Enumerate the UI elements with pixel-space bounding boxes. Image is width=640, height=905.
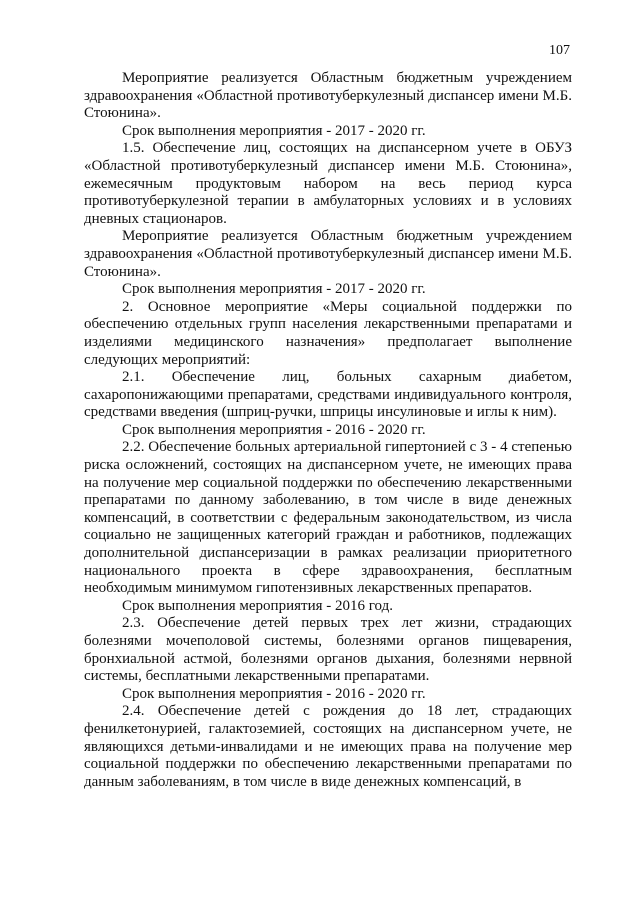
paragraph-5: Срок выполнения мероприятия - 2017 - 2020 гг.: [122, 281, 426, 298]
paragraph-6: 2. Основное мероприятие «Меры социальной поддержки по обеспечению отдельных групп населения лекарственными препаратами и изделиями медицинского назначения» предполагает выполнение следующих мероприятий:: [84, 298, 572, 368]
paragraph-3: 1.5. Обеспечение лиц, состоящих на диспансерном учете в ОБУЗ «Областной противотуберкулезный диспансер имени М.Б. Стоюнина», ежемесячным продуктовым набором на весь период курса противотуберкулезной терапии в амбулаторных условиях и в условиях дневных стационаров.: [84, 140, 572, 227]
paragraph-10: Срок выполнения мероприятия - 2016 год.: [122, 597, 393, 614]
paragraph-2: Срок выполнения мероприятия - 2017 - 2020 гг.: [122, 122, 426, 139]
paragraph-8: Срок выполнения мероприятия - 2016 - 2020 гг.: [122, 421, 426, 438]
document-body: [84, 70, 572, 791]
paragraph-9: 2.2. Обеспечение больных артериальной гипертонией с 3 - 4 степенью риска осложнений, состоящих на диспансерном учете, не имеющих права на получение мер социальной поддержки по обеспечению лекарственными препаратами по данному заболеванию, в том числе в виде денежных компенсаций, в соответствии с федеральным законодательством, из числа социально не защищенных категорий граждан и работников, подлежащих дополнительной диспансеризации в рамках реализации приоритетного национального проекта в сфере здравоохранения, бесплатным необходимым минимумом гипотензивных лекарственных препаратов.: [84, 439, 572, 597]
paragraph-13: 2.4. Обеспечение детей с рождения до 18 лет, страдающих фенилкетонурией, галактоземией, состоящих на диспансерном учете, не являющихся детьми-инвалидами и не имеющих права на получение мер социальной поддержки по обеспечению лекарственными препаратами по данным заболеваниям, в том числе в виде денежных компенсаций, в: [84, 703, 572, 790]
paragraph-12: Срок выполнения мероприятия - 2016 - 2020 гг.: [122, 685, 426, 702]
paragraph-11: 2.3. Обеспечение детей первых трех лет жизни, страдающих болезнями мочеполовой системы, болезнями органов пищеварения, бронхиальной астмой, болезнями органов дыхания, болезнями нервной системы, бесплатными лекарственными препаратами.: [84, 615, 572, 685]
paragraph-4: Мероприятие реализуется Областным бюджетным учреждением здравоохранения «Областной противотуберкулезный диспансер имени М.Б. Стоюнина».: [84, 228, 572, 280]
paragraph-7: 2.1. Обеспечение лиц, больных сахарным диабетом, сахаропонижающими препаратами, средствами индивидуального контроля, средствами введения (шприц-ручки, шприцы инсулиновые и иглы к ним).: [84, 369, 572, 421]
paragraph-1: Мероприятие реализуется Областным бюджетным учреждением здравоохранения «Областной противотуберкулезный диспансер имени М.Б. Стоюнина».: [84, 70, 572, 122]
page-number: 107: [549, 43, 570, 58]
